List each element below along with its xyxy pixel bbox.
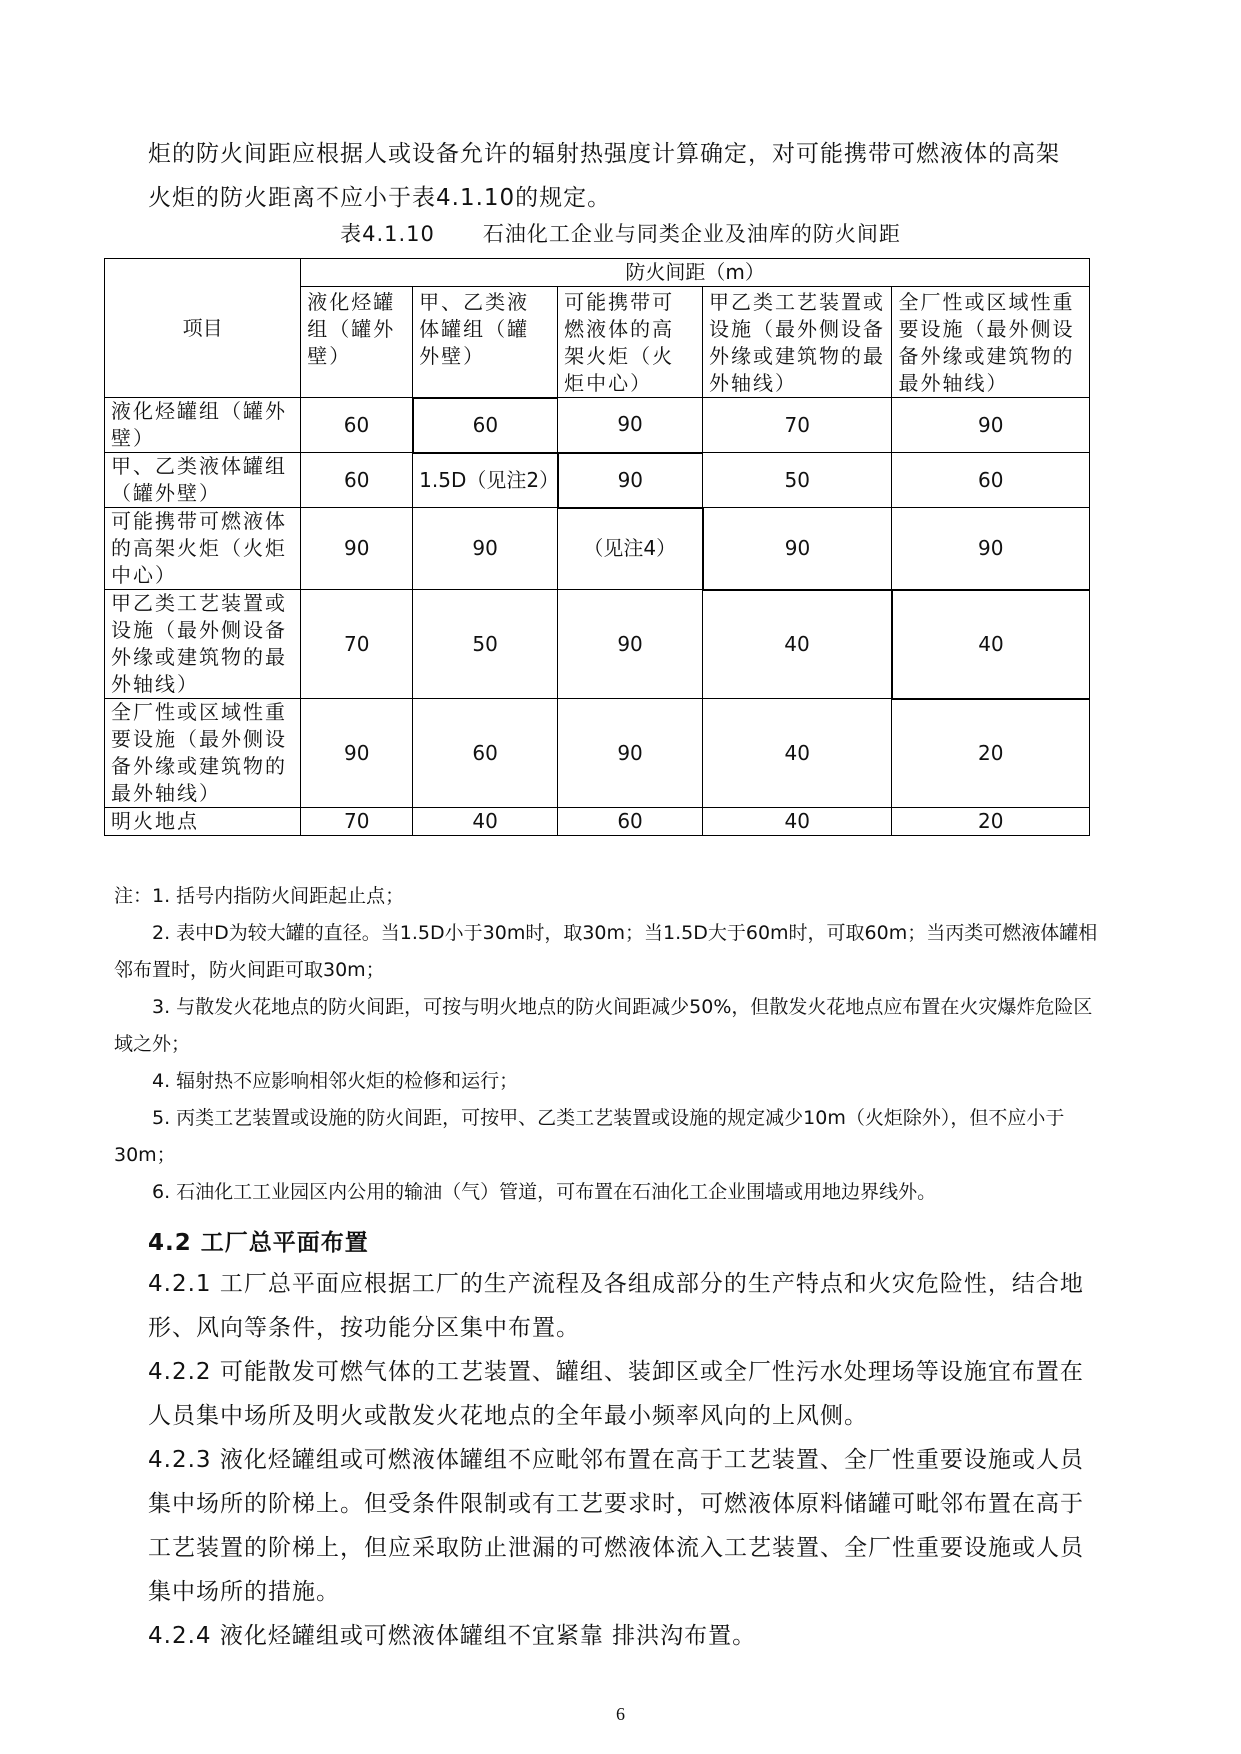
note-item: 3. 与散发火花地点的防火间距，可按与明火地点的防火间距减少50%，但散发火花地点应布置在火灾爆炸危险区域之外； <box>114 996 1093 1055</box>
table-row <box>105 508 1090 590</box>
table-cell: 1.5D（见注2） <box>413 453 558 508</box>
table-row <box>105 808 1090 836</box>
table-header-row <box>105 259 1090 287</box>
table-cell: 90 <box>558 398 703 453</box>
table-notes <box>114 878 1104 1211</box>
table-cell: 90 <box>301 508 413 590</box>
intro-line: 炬的防火间距应根据人或设备允许的辐射热强度计算确定，对可能携带可燃液体的高架 <box>148 141 1060 167</box>
page-number: 6 <box>616 1704 625 1724</box>
row-label: 甲、乙类液体罐组（罐外壁） <box>105 453 301 508</box>
table-cell: 90 <box>558 699 703 808</box>
table-cell: 40 <box>703 699 892 808</box>
row-label: 甲乙类工艺装置或设施（最外侧设备外缘或建筑物的最外轴线） <box>105 590 301 699</box>
section-clauses <box>148 1262 1094 1658</box>
table-row <box>105 699 1090 808</box>
clause: 4.2.3 液化烃罐组或可燃液体罐组不应毗邻布置在高于工艺装置、全厂性重要设施或人员集中场所的阶梯上。但受条件限制或有工艺要求时，可燃液体原料储罐可毗邻布置在高于工艺装置的阶梯上，但应采取防止泄漏的可燃液体流入工艺装置、全厂性重要设施或人员集中场所的措施。 <box>148 1447 1084 1605</box>
intro-line: 火炬的防火距离不应小于表4.1.10的规定。 <box>148 185 612 211</box>
row-label: 明火地点 <box>105 808 301 836</box>
table-cell: 90 <box>558 453 703 508</box>
fire-distance-table <box>104 258 1090 836</box>
table-row <box>105 398 1090 453</box>
table-cell: 60 <box>558 808 703 836</box>
clause: 4.2.4 液化烃罐组或可燃液体罐组不宜紧靠 排洪沟布置。 <box>148 1623 757 1649</box>
table-cell: 90 <box>413 508 558 590</box>
note-item: 5. 丙类工艺装置或设施的防火间距，可按甲、乙类工艺装置或设施的规定减少10m（火炬除外），但不应小于30m； <box>114 1107 1065 1166</box>
item-header: 项目 <box>105 259 301 398</box>
table-cell: 90 <box>892 508 1090 590</box>
table-cell: 60 <box>413 699 558 808</box>
column-header: 甲、乙类液体罐组（罐外壁） <box>413 287 558 398</box>
group-header: 防火间距（m） <box>301 259 1090 287</box>
table-row <box>105 453 1090 508</box>
table-cell: 90 <box>703 508 892 590</box>
table-cell: 40 <box>892 590 1090 699</box>
table-cell: （见注4） <box>558 508 703 590</box>
table-cell: 40 <box>703 808 892 836</box>
column-header: 全厂性或区域性重要设施（最外侧设备外缘或建筑物的最外轴线） <box>892 287 1090 398</box>
table-cell: 50 <box>703 453 892 508</box>
note-item: 2. 表中D为较大罐的直径。当1.5D小于30m时，取30m；当1.5D大于60m时，可取60m；当丙类可燃液体罐相邻布置时，防火间距可取30m； <box>114 922 1098 981</box>
table-number: 表4.1.10 <box>340 222 435 246</box>
table-title: 石油化工企业与同类企业及油库的防火间距 <box>482 222 901 246</box>
table-cell: 60 <box>892 453 1090 508</box>
section-heading: 4.2 工厂总平面布置 <box>148 1230 369 1256</box>
clause: 4.2.2 可能散发可燃气体的工艺装置、罐组、装卸区或全厂性污水处理场等设施宜布置在人员集中场所及明火或散发火花地点的全年最小频率风向的上风侧。 <box>148 1359 1084 1429</box>
table-cell: 20 <box>892 699 1090 808</box>
table-cell: 60 <box>413 398 558 453</box>
table-cell: 90 <box>892 398 1090 453</box>
clause: 4.2.1 工厂总平面应根据工厂的生产流程及各组成部分的生产特点和火灾危险性，结合地形、风向等条件，按功能分区集中布置。 <box>148 1271 1084 1341</box>
note-item: 6. 石油化工工业园区内公用的输油（气）管道，可布置在石油化工企业围墙或用地边界线外。 <box>152 1181 937 1203</box>
table-cell: 20 <box>892 808 1090 836</box>
table-cell: 70 <box>301 808 413 836</box>
table-cell: 90 <box>301 699 413 808</box>
note-lead: 注：1. 括号内指防火间距起止点； <box>114 885 405 907</box>
table-cell: 40 <box>413 808 558 836</box>
column-header: 甲乙类工艺装置或设施（最外侧设备外缘或建筑物的最外轴线） <box>703 287 892 398</box>
table-cell: 60 <box>301 398 413 453</box>
table-cell: 60 <box>301 453 413 508</box>
row-label: 全厂性或区域性重要设施（最外侧设备外缘或建筑物的最外轴线） <box>105 699 301 808</box>
note-item: 4. 辐射热不应影响相邻火炬的检修和运行； <box>152 1070 519 1092</box>
row-label: 可能携带可燃液体的高架火炬（火炬中心） <box>105 508 301 590</box>
table-cell: 40 <box>703 590 892 699</box>
table-cell: 90 <box>558 590 703 699</box>
table-caption <box>0 218 1241 248</box>
intro-paragraph <box>148 132 1094 220</box>
column-header: 液化烃罐组（罐外壁） <box>301 287 413 398</box>
table-cell: 50 <box>413 590 558 699</box>
column-header: 可能携带可燃液体的高架火炬（火炬中心） <box>558 287 703 398</box>
table-row <box>105 590 1090 699</box>
table-cell: 70 <box>301 590 413 699</box>
table-cell: 70 <box>703 398 892 453</box>
row-label: 液化烃罐组（罐外壁） <box>105 398 301 453</box>
